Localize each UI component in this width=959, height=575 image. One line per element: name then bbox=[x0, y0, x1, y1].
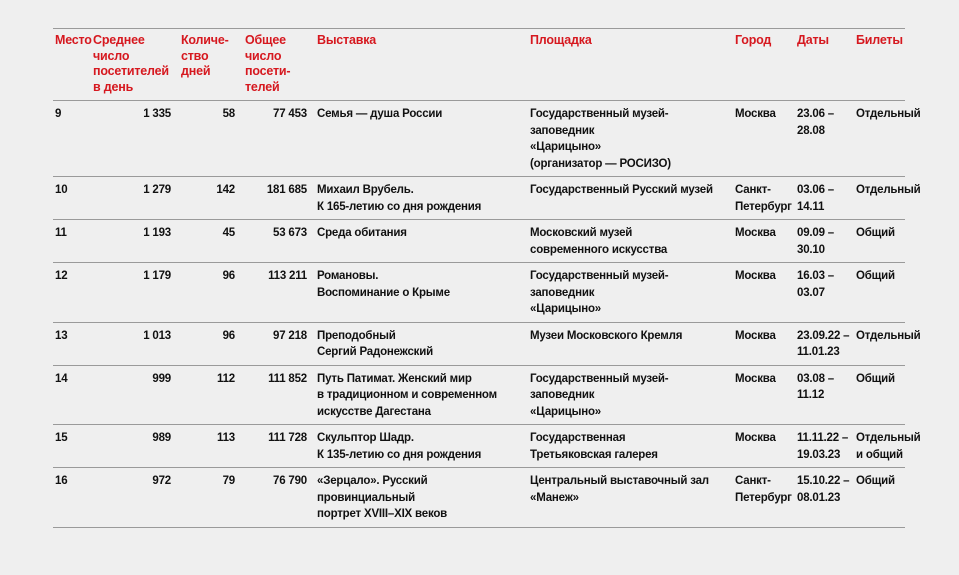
average-visitors-cell: 1 193 bbox=[91, 220, 179, 263]
city-cell: Санкт- Петербург bbox=[733, 468, 795, 528]
header-city: Город bbox=[733, 29, 795, 101]
days-cell: 96 bbox=[179, 263, 243, 323]
dates-cell: 11.11.22 – 19.03.23 bbox=[795, 425, 854, 468]
header-total-visitors: Общее число посети- телей bbox=[243, 29, 315, 101]
exhibition-cell: Романовы. Воспоминание о Крыме bbox=[315, 263, 528, 323]
venue-cell: Московский музей современного искусства bbox=[528, 220, 733, 263]
total-visitors-cell: 76 790 bbox=[243, 468, 315, 528]
venue-cell: Музеи Московского Кремля bbox=[528, 322, 733, 365]
average-visitors-cell: 1 013 bbox=[91, 322, 179, 365]
total-visitors-cell: 77 453 bbox=[243, 101, 315, 177]
table-row bbox=[53, 220, 905, 263]
exhibition-cell: Среда обитания bbox=[315, 220, 528, 263]
average-visitors-cell: 1 179 bbox=[91, 263, 179, 323]
table-row bbox=[53, 468, 905, 528]
average-visitors-cell: 1 335 bbox=[91, 101, 179, 177]
venue-cell: Государственный музей-заповедник «Царицыно» bbox=[528, 365, 733, 425]
total-visitors-cell: 181 685 bbox=[243, 177, 315, 220]
city-cell: Москва bbox=[733, 263, 795, 323]
header-days: Количе- ство дней bbox=[179, 29, 243, 101]
table-row bbox=[53, 322, 905, 365]
table-row bbox=[53, 101, 905, 177]
average-visitors-cell: 1 279 bbox=[91, 177, 179, 220]
table-row bbox=[53, 365, 905, 425]
tickets-cell: Отдельный bbox=[854, 101, 905, 177]
venue-cell: Государственная Третьяковская галерея bbox=[528, 425, 733, 468]
table-row bbox=[53, 177, 905, 220]
dates-cell: 03.06 – 14.11 bbox=[795, 177, 854, 220]
table-row bbox=[53, 263, 905, 323]
header-exhibition: Выставка bbox=[315, 29, 528, 101]
rank-cell: 9 bbox=[53, 101, 91, 177]
days-cell: 112 bbox=[179, 365, 243, 425]
tickets-cell: Отдельный bbox=[854, 322, 905, 365]
tickets-cell: Общий bbox=[854, 263, 905, 323]
tickets-cell: Отдельный bbox=[854, 177, 905, 220]
venue-cell: Государственный Русский музей bbox=[528, 177, 733, 220]
total-visitors-cell: 111 852 bbox=[243, 365, 315, 425]
header-tickets: Билеты bbox=[854, 29, 905, 101]
rank-cell: 11 bbox=[53, 220, 91, 263]
days-cell: 113 bbox=[179, 425, 243, 468]
rank-cell: 13 bbox=[53, 322, 91, 365]
average-visitors-cell: 999 bbox=[91, 365, 179, 425]
header-rank: Место bbox=[53, 29, 91, 101]
dates-cell: 15.10.22 – 08.01.23 bbox=[795, 468, 854, 528]
total-visitors-cell: 111 728 bbox=[243, 425, 315, 468]
average-visitors-cell: 989 bbox=[91, 425, 179, 468]
dates-cell: 23.09.22 – 11.01.23 bbox=[795, 322, 854, 365]
dates-cell: 09.09 – 30.10 bbox=[795, 220, 854, 263]
tickets-cell: Общий bbox=[854, 468, 905, 528]
venue-cell: Государственный музей-заповедник «Царицыно» (организатор — РОСИЗО) bbox=[528, 101, 733, 177]
total-visitors-cell: 53 673 bbox=[243, 220, 315, 263]
dates-cell: 03.08 – 11.12 bbox=[795, 365, 854, 425]
city-cell: Санкт- Петербург bbox=[733, 177, 795, 220]
exhibition-cell: «Зерцало». Русский провинциальный портрет XVIII–XIX веков bbox=[315, 468, 528, 528]
header-dates: Даты bbox=[795, 29, 854, 101]
dates-cell: 16.03 – 03.07 bbox=[795, 263, 854, 323]
venue-cell: Центральный выставочный зал «Манеж» bbox=[528, 468, 733, 528]
city-cell: Москва bbox=[733, 220, 795, 263]
exhibition-cell: Скульптор Шадр. К 135-летию со дня рождения bbox=[315, 425, 528, 468]
days-cell: 79 bbox=[179, 468, 243, 528]
days-cell: 58 bbox=[179, 101, 243, 177]
exhibitions-table bbox=[53, 28, 921, 528]
days-cell: 96 bbox=[179, 322, 243, 365]
table-header-row bbox=[53, 29, 905, 101]
city-cell: Москва bbox=[733, 425, 795, 468]
dates-cell: 23.06 – 28.08 bbox=[795, 101, 854, 177]
days-cell: 142 bbox=[179, 177, 243, 220]
rank-cell: 16 bbox=[53, 468, 91, 528]
exhibition-cell: Михаил Врубель. К 165-летию со дня рождения bbox=[315, 177, 528, 220]
days-cell: 45 bbox=[179, 220, 243, 263]
exhibition-cell: Семья — душа России bbox=[315, 101, 528, 177]
exhibition-cell: Путь Патимат. Женский мир в традиционном и современном искусстве Дагестана bbox=[315, 365, 528, 425]
exhibition-cell: Преподобный Сергий Радонежский bbox=[315, 322, 528, 365]
tickets-cell: Отдельный и общий bbox=[854, 425, 905, 468]
city-cell: Москва bbox=[733, 101, 795, 177]
city-cell: Москва bbox=[733, 322, 795, 365]
header-average-visitors: Среднее число посетителей в день bbox=[91, 29, 179, 101]
table-row bbox=[53, 425, 905, 468]
city-cell: Москва bbox=[733, 365, 795, 425]
tickets-cell: Общий bbox=[854, 220, 905, 263]
header-venue: Площадка bbox=[528, 29, 733, 101]
average-visitors-cell: 972 bbox=[91, 468, 179, 528]
rank-cell: 15 bbox=[53, 425, 91, 468]
rank-cell: 10 bbox=[53, 177, 91, 220]
total-visitors-cell: 113 211 bbox=[243, 263, 315, 323]
total-visitors-cell: 97 218 bbox=[243, 322, 315, 365]
venue-cell: Государственный музей-заповедник «Царицыно» bbox=[528, 263, 733, 323]
rank-cell: 12 bbox=[53, 263, 91, 323]
rank-cell: 14 bbox=[53, 365, 91, 425]
tickets-cell: Общий bbox=[854, 365, 905, 425]
